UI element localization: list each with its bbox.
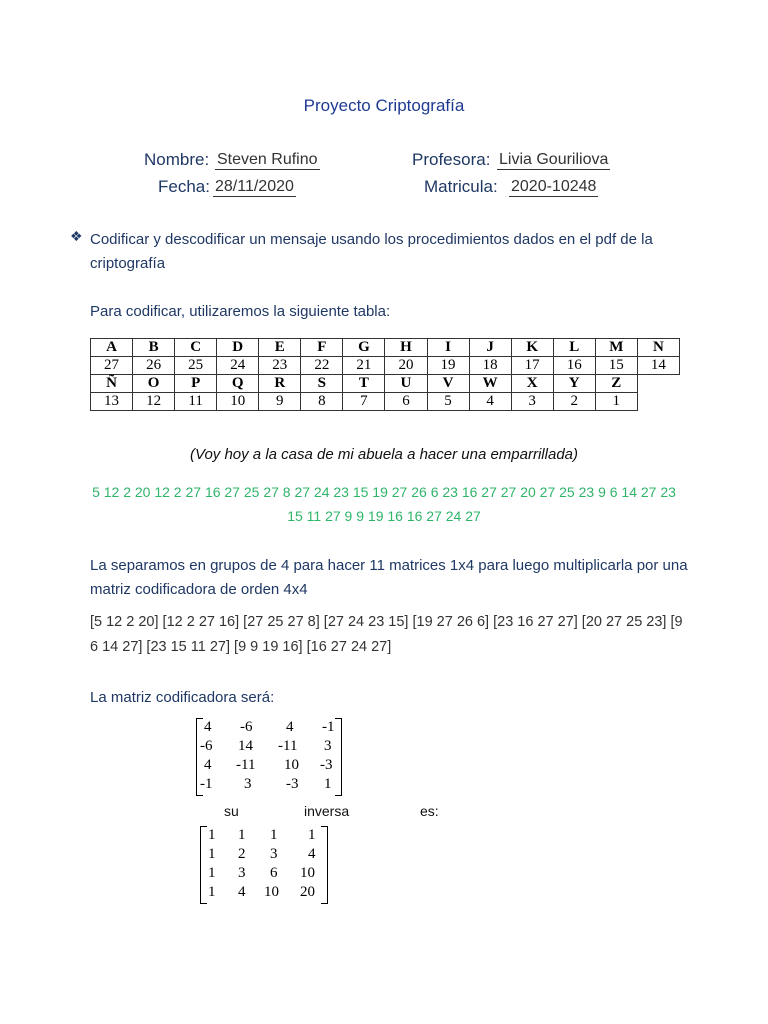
table-intro: Para codificar, utilizaremos la siguiente tabla: bbox=[90, 303, 391, 320]
grouping-text: La separamos en grupos de 4 para hacer 11 matrices 1x4 para luego multiplicarla por una matriz codificadora de orden 4x4 bbox=[90, 557, 688, 598]
cipher-cell: Z bbox=[595, 375, 637, 393]
cipher-cell: U bbox=[385, 375, 427, 393]
cipher-cell: 21 bbox=[343, 357, 385, 375]
encoded-numbers: 5 12 2 20 12 2 27 16 27 25 27 8 27 24 23 15 19 27 26 6 23 16 27 27 20 27 25 23 9 6 14 27 23 15 11 27 9 9 19 16 16 27 24 27 bbox=[92, 484, 676, 524]
cipher-cell: 23 bbox=[259, 357, 301, 375]
matrix-row bbox=[196, 718, 342, 737]
cipher-cell: Q bbox=[217, 375, 259, 393]
matrix-cell: 3 bbox=[238, 865, 246, 881]
cipher-cell: L bbox=[553, 339, 595, 357]
matrix-cell: 6 bbox=[270, 865, 278, 881]
task-description: Codificar y descodificar un mensaje usando los procedimientos dados en el pdf de la criptografía bbox=[90, 231, 653, 272]
cipher-cell: T bbox=[343, 375, 385, 393]
cipher-cell: 11 bbox=[175, 393, 217, 411]
matrix-cell: -3 bbox=[320, 757, 333, 773]
inverse-word-es: es: bbox=[420, 803, 439, 819]
encoder-matrix bbox=[196, 718, 342, 796]
cipher-cell: 2 bbox=[553, 393, 595, 411]
cipher-row-numbers-1 bbox=[91, 357, 680, 375]
matrix-cell: 1 bbox=[208, 827, 216, 843]
cipher-cell: A bbox=[91, 339, 133, 357]
matrix-cell: 4 bbox=[204, 719, 212, 735]
cipher-cell: W bbox=[469, 375, 511, 393]
matrix-cell: -11 bbox=[278, 738, 298, 754]
cipher-cell: 13 bbox=[91, 393, 133, 411]
cipher-cell: 20 bbox=[385, 357, 427, 375]
cipher-cell: Ñ bbox=[91, 375, 133, 393]
cipher-cell: 9 bbox=[259, 393, 301, 411]
cipher-cell: B bbox=[133, 339, 175, 357]
cipher-cell: I bbox=[427, 339, 469, 357]
matrix-cell: -1 bbox=[200, 776, 213, 792]
matrix-row bbox=[200, 826, 328, 845]
cipher-cell: H bbox=[385, 339, 427, 357]
matrix-cell: 1 bbox=[208, 865, 216, 881]
matrix-cell: 2 bbox=[238, 846, 246, 862]
matrix-cell: 3 bbox=[270, 846, 278, 862]
document-title: Proyecto Criptografía bbox=[303, 96, 465, 115]
cipher-row-letters-1 bbox=[91, 339, 680, 357]
cipher-cell: 18 bbox=[469, 357, 511, 375]
cipher-cell: 10 bbox=[217, 393, 259, 411]
fecha-label: Fecha: bbox=[158, 177, 210, 196]
matrix-cell: 1 bbox=[270, 827, 278, 843]
cipher-cell: 26 bbox=[133, 357, 175, 375]
matrix-row bbox=[200, 864, 328, 883]
cipher-cell: P bbox=[175, 375, 217, 393]
matrix-row bbox=[196, 775, 342, 794]
cipher-cell: 15 bbox=[595, 357, 637, 375]
cipher-cell: 17 bbox=[511, 357, 553, 375]
matrix-row bbox=[200, 883, 328, 902]
cipher-cell: C bbox=[175, 339, 217, 357]
profesora-value: Livia Gouriliova bbox=[499, 151, 609, 168]
matrix-cell: 3 bbox=[324, 738, 332, 754]
cipher-cell: S bbox=[301, 375, 343, 393]
matrix-cell: 10 bbox=[300, 865, 315, 881]
matrix-row bbox=[196, 737, 342, 756]
matrix-cell: -1 bbox=[322, 719, 335, 735]
matrix-cell: -3 bbox=[286, 776, 299, 792]
cipher-cell: 19 bbox=[427, 357, 469, 375]
cipher-cell: 25 bbox=[175, 357, 217, 375]
cipher-cell: M bbox=[595, 339, 637, 357]
matrix-row bbox=[200, 845, 328, 864]
matrix-cell: 20 bbox=[300, 884, 315, 900]
inverse-word-inversa: inversa bbox=[304, 803, 350, 819]
matrix-cell: 1 bbox=[238, 827, 246, 843]
matrix-cell: 1 bbox=[208, 846, 216, 862]
cipher-cell: 5 bbox=[427, 393, 469, 411]
cipher-cell: 8 bbox=[301, 393, 343, 411]
cipher-cell: 24 bbox=[217, 357, 259, 375]
cipher-cell: 1 bbox=[595, 393, 637, 411]
matrix-cell: 4 bbox=[238, 884, 246, 900]
cipher-cell: D bbox=[217, 339, 259, 357]
cipher-row-numbers-2 bbox=[91, 393, 680, 411]
cipher-cell: X bbox=[511, 375, 553, 393]
matrix-cell: 4 bbox=[308, 846, 316, 862]
matrix-cell: 4 bbox=[204, 757, 212, 773]
cipher-cell: R bbox=[259, 375, 301, 393]
cipher-cell: 6 bbox=[385, 393, 427, 411]
matricula-label: Matricula: bbox=[424, 177, 498, 196]
cipher-cell: 12 bbox=[133, 393, 175, 411]
profesora-label: Profesora: bbox=[412, 150, 491, 169]
fecha-value: 28/11/2020 bbox=[215, 178, 294, 195]
matrix-cell: -11 bbox=[236, 757, 256, 773]
grouped-vectors: [5 12 2 20] [12 2 27 16] [27 25 27 8] [27 24 23 15] [19 27 26 6] [23 16 27 27] [20 27 25 23] [9 6 14 27] [23 15 11 27] [9 9 19 16] [16 27 24 27] bbox=[90, 614, 683, 655]
nombre-value: Steven Rufino bbox=[217, 151, 318, 168]
cipher-cell: 7 bbox=[343, 393, 385, 411]
matrix-cell: 1 bbox=[208, 884, 216, 900]
encoder-label: La matriz codificadora será: bbox=[90, 689, 275, 706]
cipher-cell: K bbox=[511, 339, 553, 357]
cipher-cell: Y bbox=[553, 375, 595, 393]
matrix-cell: 1 bbox=[308, 827, 316, 843]
cipher-cell: G bbox=[343, 339, 385, 357]
inverse-word-su: su bbox=[224, 803, 239, 819]
cipher-cell: J bbox=[469, 339, 511, 357]
matrix-cell: 14 bbox=[238, 738, 253, 754]
cipher-cell-empty bbox=[637, 375, 679, 393]
plain-message: (Voy hoy a la casa de mi abuela a hacer una emparrillada) bbox=[190, 446, 578, 463]
matricula-value: 2020-10248 bbox=[511, 178, 597, 195]
matrix-cell: 10 bbox=[284, 757, 299, 773]
matrix-cell: 3 bbox=[244, 776, 252, 792]
diamond-bullet-icon: ❖ bbox=[70, 228, 83, 244]
cipher-cell: F bbox=[301, 339, 343, 357]
matrix-cell: 4 bbox=[286, 719, 294, 735]
matrix-cell: -6 bbox=[240, 719, 253, 735]
cipher-cell: 3 bbox=[511, 393, 553, 411]
matrix-cell: 10 bbox=[264, 884, 279, 900]
cipher-cell: 14 bbox=[637, 357, 679, 375]
cipher-cell: N bbox=[637, 339, 679, 357]
cipher-cell: E bbox=[259, 339, 301, 357]
cipher-cell: 4 bbox=[469, 393, 511, 411]
inverse-matrix bbox=[200, 826, 328, 904]
cipher-table bbox=[90, 338, 680, 411]
cipher-cell: 27 bbox=[91, 357, 133, 375]
cipher-cell: 22 bbox=[301, 357, 343, 375]
cipher-cell-empty bbox=[637, 393, 679, 411]
cipher-cell: O bbox=[133, 375, 175, 393]
matrix-row bbox=[196, 756, 342, 775]
matrix-cell: -6 bbox=[200, 738, 213, 754]
matrix-cell: 1 bbox=[324, 776, 332, 792]
cipher-cell: V bbox=[427, 375, 469, 393]
cipher-cell: 16 bbox=[553, 357, 595, 375]
cipher-row-letters-2 bbox=[91, 375, 680, 393]
nombre-label: Nombre: bbox=[144, 150, 210, 169]
